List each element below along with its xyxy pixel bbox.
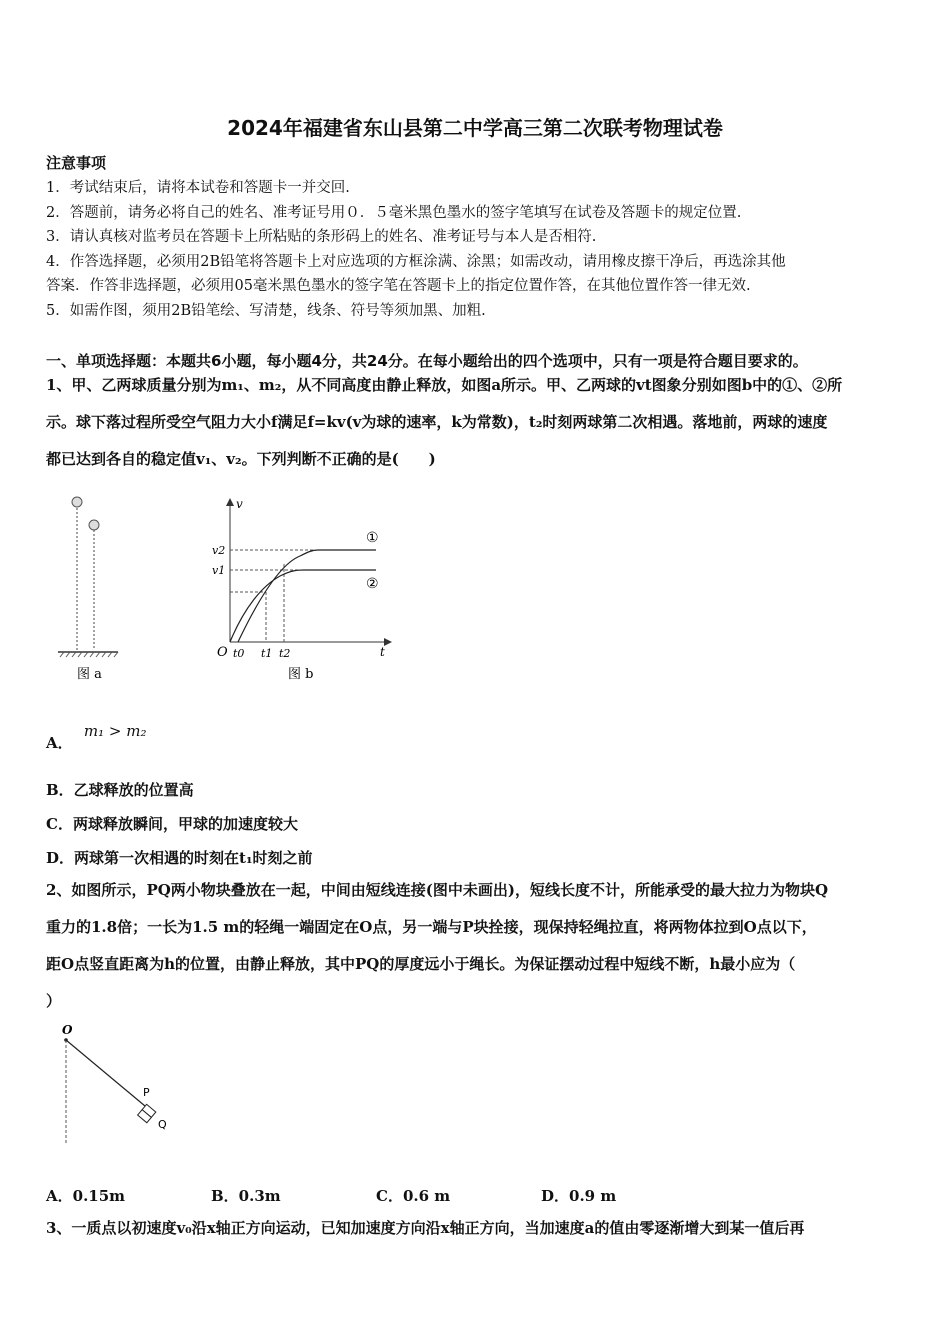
curve-1 (238, 550, 376, 642)
notice-item: 3．请认真核对监考员在答题卡上所粘贴的条形码上的姓名、准考证号与本人是否相符. (46, 229, 597, 245)
ball-jia (72, 497, 82, 507)
question-1 (46, 367, 910, 478)
question-2 (46, 872, 910, 1020)
rope (66, 1040, 145, 1106)
question-1-line: 示。球下落过程所受空气阻力大小f满足f=kv(v为球的速率，k为常数)，t₂时刻两球第二次相遇。落地前，两球的速度 (46, 413, 828, 431)
point-o-label: O (62, 1023, 73, 1037)
t1-label: t1 (261, 647, 273, 660)
option-a (46, 722, 147, 753)
question-1-line: 都已达到各自的稳定值v₁、v₂。下列判断不正确的是( ) (46, 450, 436, 468)
notice-item: 1．考试结束后，请将本试卷和答题卡一并交回. (46, 180, 350, 196)
question-3: 3、一质点以初速度v₀沿x轴正方向运动，已知加速度方向沿x轴正方向，当加速度a的值由零逐渐增大到某一值后再 (46, 1219, 805, 1237)
q2-option-b: B．0.3m (211, 1187, 281, 1205)
figure-b (200, 490, 400, 690)
pendulum-figure (50, 1020, 190, 1150)
q2-option-d: D．0.9 m (541, 1187, 617, 1205)
notice-item: 5．如需作图，须用2B铅笔绘、写清楚，线条、符号等须加黑、加粗. (46, 302, 486, 319)
t0-label: t0 (233, 647, 245, 660)
notice-item: 4．作答选择题，必须用2B铅笔将答题卡上对应选项的方框涂满、涂黑；如需改动，请用橡皮擦干净后，再选涂其他 (46, 253, 786, 270)
v1-label: v1 (212, 564, 226, 577)
notice-item: 答案．作答非选择题，必须用05毫米黑色墨水的签字笔在答题卡上的指定位置作答，在其他位置作答一律无效. (46, 278, 751, 294)
option-a-math: m₁ > m₂ (83, 722, 147, 740)
v2-label: v2 (212, 544, 226, 557)
question-2-line: ） (46, 992, 62, 1010)
figure-b-caption: 图 b (288, 667, 314, 682)
option-b: B．乙球释放的位置高 (46, 781, 194, 799)
curve-2-label: ② (366, 576, 379, 592)
block-q-label: Q (158, 1118, 167, 1131)
origin-label: O (217, 645, 228, 660)
q2-option-a: A．0.15m (46, 1187, 126, 1205)
question-2-line: 重力的1.8倍；一长为1.5 m的轻绳一端固定在O点，另一端与P块拴接，现保持轻绳拉直，将两物体拉到O点以下， (46, 918, 817, 936)
notice-item: 2．答题前，请务必将自己的姓名、准考证号用０．５毫米黑色墨水的签字笔填写在试卷及答题卡的规定位置. (46, 204, 742, 221)
t-axis-label: t (380, 645, 385, 659)
blocks-pq (138, 1104, 156, 1122)
option-c: C．两球释放瞬间，甲球的加速度较大 (46, 815, 298, 833)
ball-yi (89, 520, 99, 530)
block-p-label: P (143, 1086, 150, 1099)
option-a-label: A． (46, 734, 73, 752)
t2-label: t2 (279, 647, 291, 660)
question-1-line: 1、甲、乙两球质量分别为m₁、m₂，从不同高度由静止释放，如图a所示。甲、乙两球的vt图象分别如图b中的①、②所 (46, 376, 843, 394)
figure-a-caption: 图 a (77, 667, 102, 682)
notice-list (46, 176, 908, 323)
curve-2 (230, 570, 376, 642)
page-title: 2024年福建省东山县第二中学高三第二次联考物理试卷 (227, 116, 723, 140)
notice-heading: 注意事项 (46, 154, 107, 172)
question-2-line: 距O点竖直距离为h的位置，由静止释放，其中PQ的厚度远小于绳长。为保证摆动过程中短线不断，h最小应为（ (46, 955, 796, 973)
q2-option-c: C．0.6 m (376, 1187, 451, 1205)
figure-a (50, 490, 140, 690)
option-d: D．两球第一次相遇的时刻在t₁时刻之前 (46, 849, 313, 867)
v-axis-label: v (236, 497, 243, 511)
question-2-line: 2、如图所示，PQ两小物块叠放在一起，中间由短线连接(图中未画出)，短线长度不计，所能承受的最大拉力为物块Q (46, 881, 829, 899)
section-heading: 一、单项选择题：本题共6小题，每小题4分，共24分。在每小题给出的四个选项中，只有一项是符合题目要求的。 (46, 352, 808, 370)
curve-1-label: ① (366, 530, 379, 546)
